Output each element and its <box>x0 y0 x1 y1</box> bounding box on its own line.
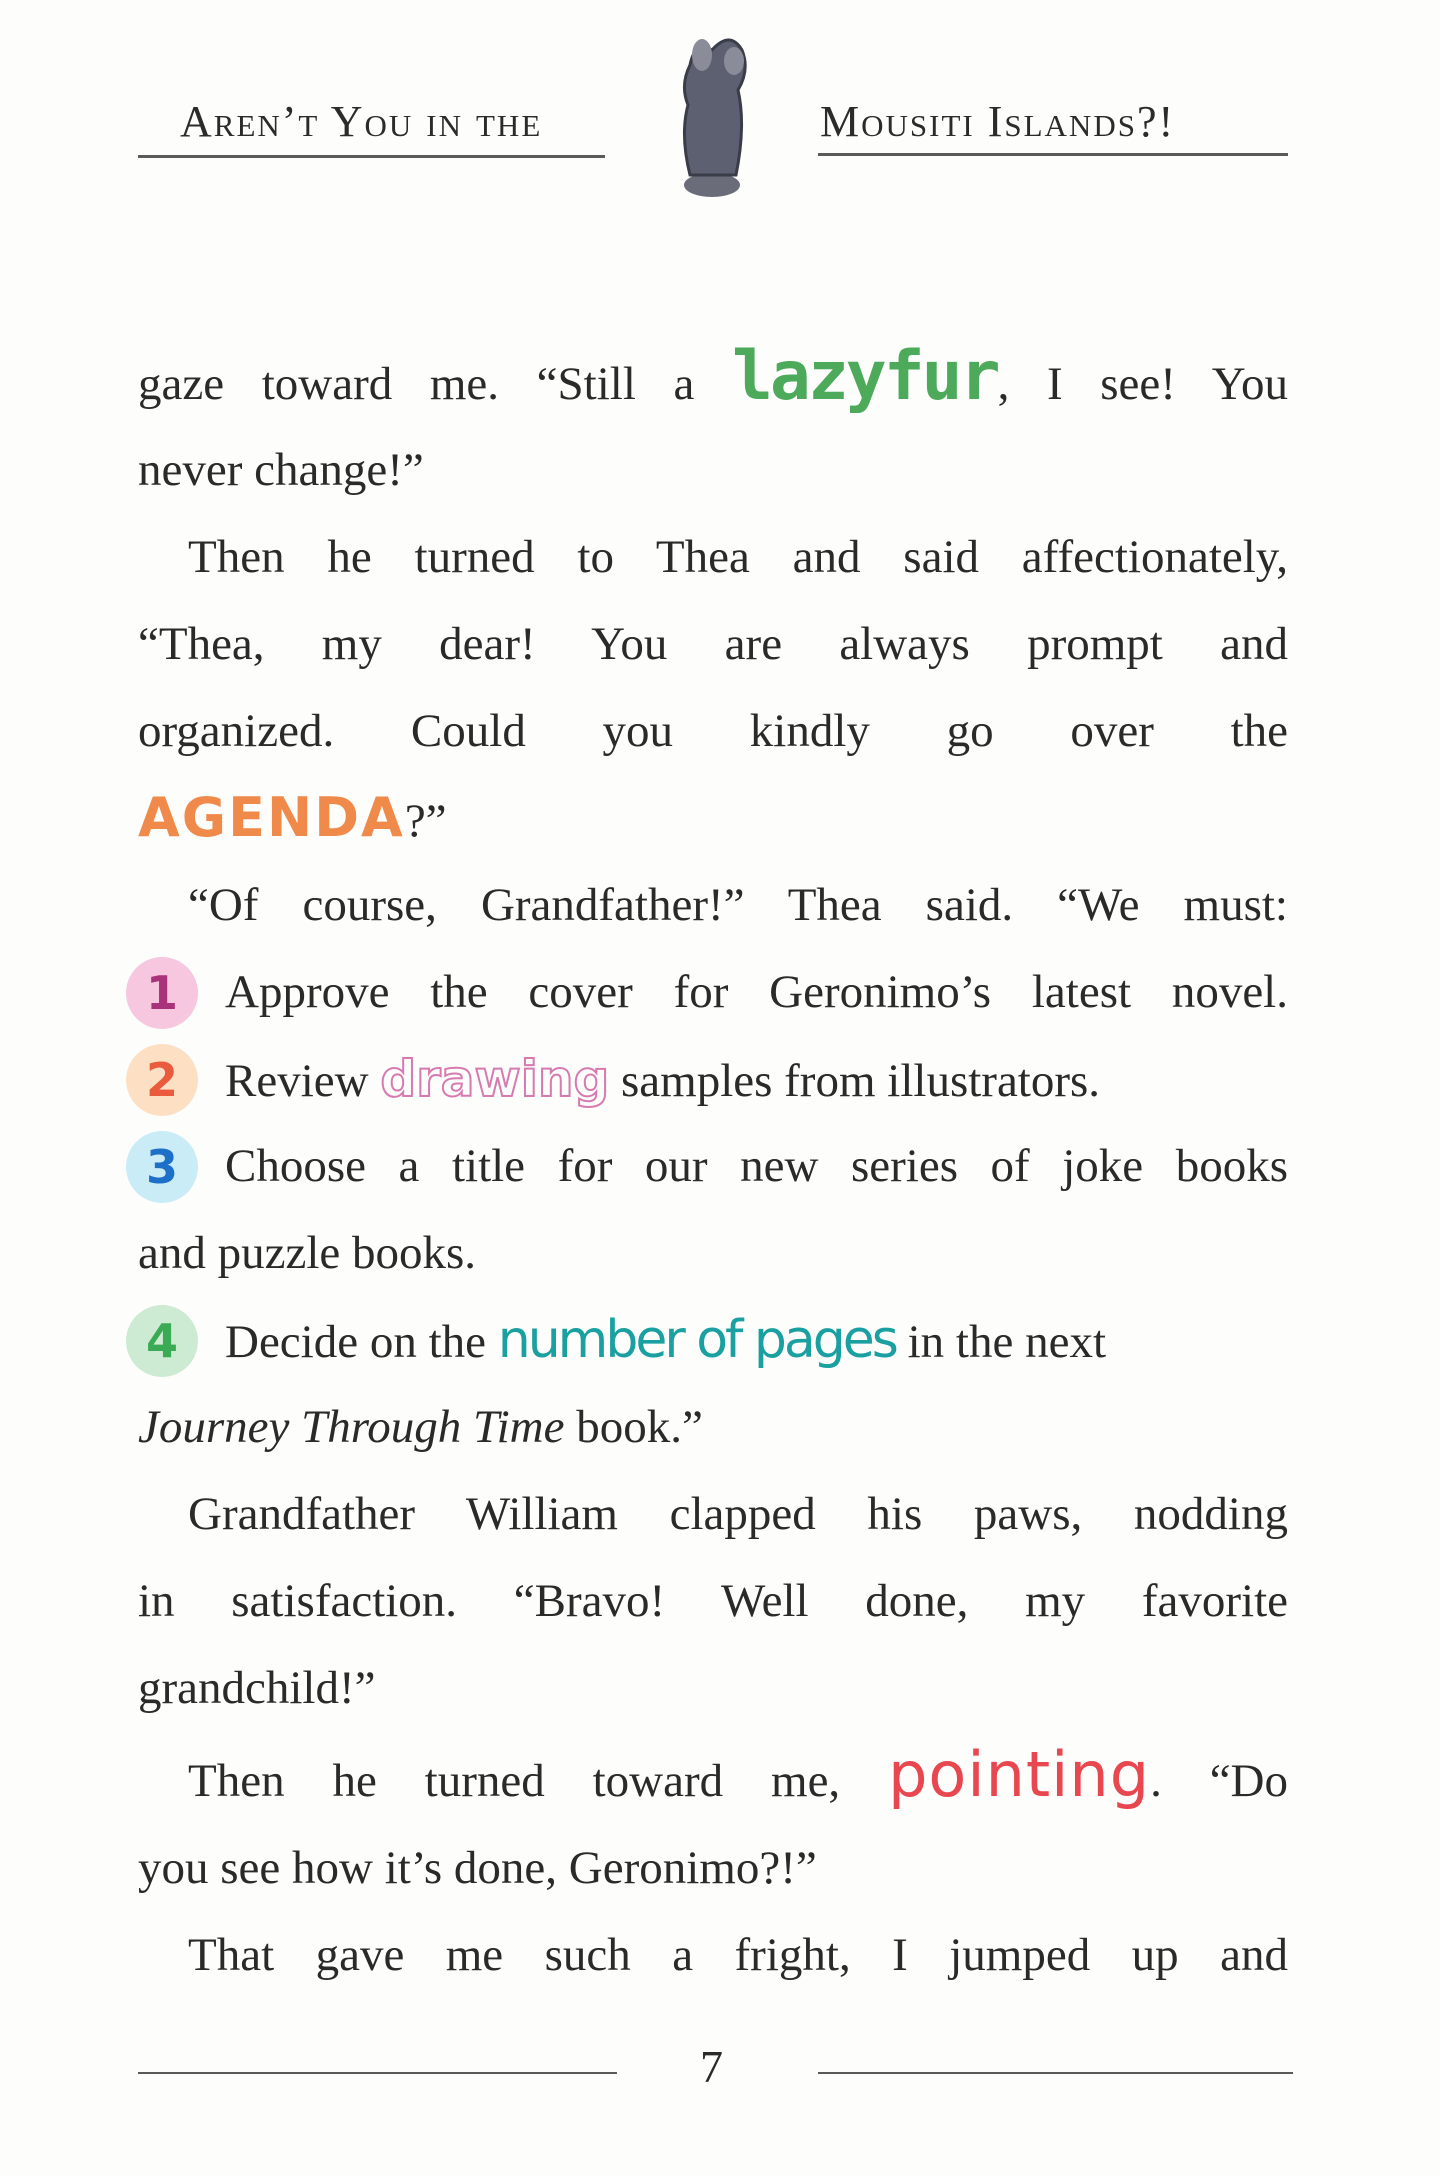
header-left-title: Aren’t You in the <box>180 97 543 146</box>
list-item: Review drawing samples from illustrators. <box>225 1050 1101 1108</box>
text-line: AGENDA?” <box>138 786 447 849</box>
text-line: gaze toward me. “Still a lazyfur, I see! You <box>138 337 1288 416</box>
text-line: you see how it’s done, Geronimo?!” <box>138 1842 817 1894</box>
header-rule-right <box>818 153 1288 156</box>
list-item: Approve the cover for Geronimo’s latest novel. <box>225 966 1288 1018</box>
text-line: organized. Could you kindly go over the <box>138 705 1288 757</box>
text-line: never change!” <box>138 444 424 496</box>
text-line: “Of course, Grandfather!” Thea said. “We must: <box>188 879 1288 931</box>
styled-word-agenda: AGENDA <box>138 786 405 849</box>
text-line: Then he turned toward me, pointing. “Do <box>188 1738 1288 1811</box>
text-line: Then he turned to Thea and said affectionately, <box>188 531 1288 583</box>
text-line: Journey Through Time book.” <box>138 1401 703 1453</box>
styled-word-pointing: pointing <box>888 1738 1151 1811</box>
book-title: Journey Through Time <box>138 1401 565 1453</box>
header-rule-left <box>138 155 605 158</box>
text-line: “Thea, my dear! You are always prompt and <box>138 618 1288 670</box>
list-badge-1: 1 <box>126 957 198 1029</box>
list-item: Decide on the number of pages in the next <box>225 1310 1107 1370</box>
header-right-title: Mousiti Islands?! <box>820 97 1176 146</box>
list-badge-2: 2 <box>126 1044 198 1116</box>
footer-rule-left <box>138 2072 617 2074</box>
styled-word-lazyfur: lazyfur <box>731 337 998 416</box>
text-line: Grandfather William clapped his paws, nodding <box>188 1488 1288 1540</box>
mouse-statue-icon <box>650 25 775 205</box>
list-item: Choose a title for our new series of joke books <box>225 1140 1288 1192</box>
text-line: grandchild!” <box>138 1662 376 1714</box>
styled-word-number-of-pages: number of pages <box>497 1310 896 1370</box>
text-line: That gave me such a fright, I jumped up and <box>188 1929 1288 1981</box>
text-line: in satisfaction. “Bravo! Well done, my favorite <box>138 1575 1288 1627</box>
list-badge-4: 4 <box>126 1305 198 1377</box>
styled-word-drawing: drawing <box>380 1050 610 1108</box>
text-line: and puzzle books. <box>138 1227 477 1279</box>
footer-rule-right <box>818 2072 1293 2074</box>
page-number: 7 <box>700 2041 723 2092</box>
list-badge-3: 3 <box>126 1131 198 1203</box>
